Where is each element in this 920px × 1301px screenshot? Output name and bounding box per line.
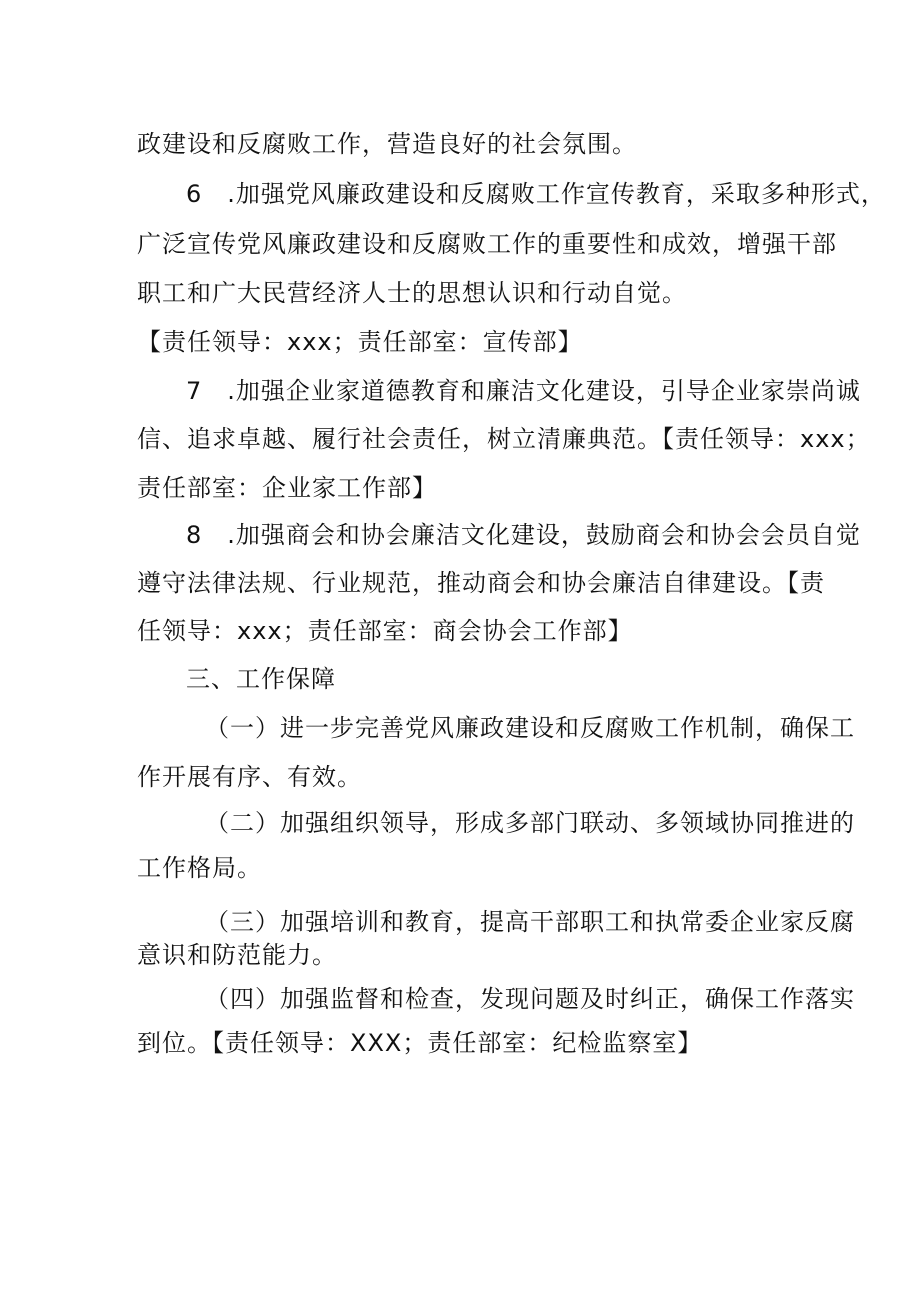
text-line: 责任部室：企业家工作部】 [137, 474, 437, 502]
text-line: 信、追求卓越、履行社会责任，树立清廉典范。【责任领导：xxx； [137, 425, 871, 453]
text-line: 到位。【责任领导：XXX；责任部室：纪检监察室】 [137, 1029, 703, 1057]
text-line: 遵守法律法规、行业规范，推动商会和协会廉洁自律建设。【责 [137, 569, 825, 597]
text-line: 意识和防范能力。 [137, 941, 337, 969]
text-line: 8 .加强商会和协会廉洁文化建设，鼓励商会和协会会员自觉 [186, 521, 861, 549]
text-line: 7 .加强企业家道德教育和廉洁文化建设，引导企业家崇尚诚 [186, 377, 861, 405]
text-line: （三）加强培训和教育，提高干部职工和执常委企业家反腐 [205, 908, 855, 936]
section-heading: 三、工作保障 [186, 665, 336, 693]
text-line: （二）加强组织领导，形成多部门联动、多领域协同推进的 [205, 809, 855, 837]
text-line: （四）加强监督和检查，发现问题及时纠正，确保工作落实 [205, 985, 855, 1013]
text-line: 作开展有序、有效。 [137, 763, 362, 791]
text-line: 【责任领导：xxx；责任部室：宣传部】 [137, 328, 583, 356]
text-line: 任领导：xxx；责任部室：商会协会工作部】 [137, 617, 633, 645]
text-line: 工作格局。 [137, 854, 262, 882]
text-line: 广泛宣传党风廉政建设和反腐败工作的重要性和成效，增强干部 [137, 230, 837, 258]
text-line: 6 .加强党风廉政建设和反腐败工作宣传教育，采取多种形式， [186, 180, 886, 208]
text-line: 职工和广大民营经济人士的思想认识和行动自觉。 [137, 279, 687, 307]
text-line: 政建设和反腐败工作，营造良好的社会氛围。 [137, 130, 637, 158]
text-line: （一）进一步完善党风廉政建设和反腐败工作机制，确保工 [205, 714, 855, 742]
